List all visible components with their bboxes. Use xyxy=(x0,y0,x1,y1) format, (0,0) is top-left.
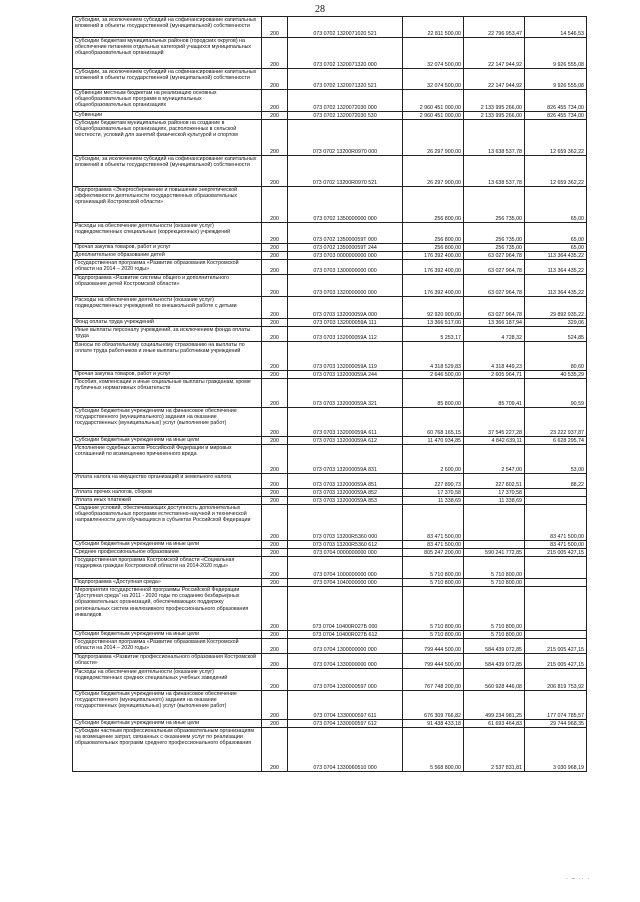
executed-amount xyxy=(464,505,525,541)
executed-amount: 256 735,00 xyxy=(464,223,525,244)
executed-amount: 61 693 464,83 xyxy=(464,720,525,728)
admin-code: 200 xyxy=(262,112,288,120)
budget-code: 073 0702 1320072030 000 xyxy=(288,90,403,112)
budget-code: 073 0703 13200R5360 000 xyxy=(288,505,403,541)
unexecuted-amount: 53,00 xyxy=(525,445,587,474)
admin-code: 200 xyxy=(262,654,288,669)
budget-code: 073 0703 132000059А 119 xyxy=(288,342,403,371)
budget-code: 073 0704 10400R027Б 000 xyxy=(288,587,403,631)
admin-code: 200 xyxy=(262,437,288,445)
executed-amount: 17 370,58 xyxy=(464,489,525,497)
table-row xyxy=(73,557,587,579)
approved-amount: 91 438 433,18 xyxy=(403,720,464,728)
executed-amount: 13 638 537,78 xyxy=(464,156,525,187)
row-name: Расходы на обеспечение деятельности (оказание услуг) подведомственных учреждений по внешкольной работе с детьми xyxy=(73,297,262,319)
unexecuted-amount: 80,60 xyxy=(525,342,587,371)
table-row xyxy=(73,90,587,112)
budget-code: 073 0704 10400R027Б 612 xyxy=(288,631,403,639)
executed-amount: 560 928 446,08 xyxy=(464,669,525,691)
table-row xyxy=(73,654,587,669)
executed-amount: 13 366 187,94 xyxy=(464,319,525,327)
unexecuted-amount: 215 005 427,15 xyxy=(525,639,587,654)
unexecuted-amount: 329,06 xyxy=(525,319,587,327)
executed-amount: 256 735,00 xyxy=(464,187,525,223)
table-row xyxy=(73,244,587,252)
row-name: Субсидии бюджетным учреждениям на иные цели xyxy=(73,720,262,728)
admin-code: 200 xyxy=(262,17,288,38)
budget-code: 073 0704 1330060510 000 xyxy=(288,728,403,772)
admin-code: 200 xyxy=(262,156,288,187)
row-name: Субсидии бюджетным учреждениям на финансовое обеспечение государственного (муниципального) задания на оказание государственных (муниципальных) услуг (выполнение работ) xyxy=(73,691,262,720)
row-name: Уплата налога на имущество организаций и земельного налога xyxy=(73,474,262,489)
admin-code: 200 xyxy=(262,631,288,639)
admin-code: 200 xyxy=(262,489,288,497)
admin-code: 200 xyxy=(262,327,288,342)
budget-code: 073 0703 132000059А 831 xyxy=(288,445,403,474)
table-row xyxy=(73,541,587,549)
unexecuted-amount: 65,00 xyxy=(525,244,587,252)
unexecuted-amount: 83 471 500,00 xyxy=(525,505,587,541)
table-row xyxy=(73,319,587,327)
row-name: Субвенции xyxy=(73,112,262,120)
budget-code: 073 0704 1330000597 611 xyxy=(288,691,403,720)
executed-amount: 4 728,32 xyxy=(464,327,525,342)
executed-amount: 63 027 964,78 xyxy=(464,275,525,297)
row-name: Расходы на обеспечение деятельности (оказание услуг) подведомственных средних специальных учебных заведений xyxy=(73,669,262,691)
table-row xyxy=(73,342,587,371)
admin-code: 200 xyxy=(262,252,288,260)
row-name: Субсидии бюджетам муниципальных районов на создание в общеобразовательных организациях, расположенных в сельской местности, условий для занятий физической культурой и спортом xyxy=(73,120,262,156)
row-name: Подпрограмма «Развитие системы общего и дополнительного образования детей Костромской области» xyxy=(73,275,262,297)
unexecuted-amount: 3 030 968,19 xyxy=(525,728,587,772)
table-row xyxy=(73,187,587,223)
budget-code: 073 0703 13200R5360 612 xyxy=(288,541,403,549)
row-name: Субсидии частным профессиональным образовательным организациям на возмещение затрат, связанных с оказанием услуг по реализации образовательных программ среднего профессионального образования xyxy=(73,728,262,772)
table-row xyxy=(73,120,587,156)
budget-code: 073 0703 132000059А 612 xyxy=(288,437,403,445)
row-name: Исполнение судебных актов Российской Федерации и мировых соглашений по возмещению причиненного вреда xyxy=(73,445,262,474)
executed-amount: 5 710 800,00 xyxy=(464,587,525,631)
budget-code: 073 0704 1330000597 000 xyxy=(288,669,403,691)
admin-code: 200 xyxy=(262,579,288,587)
approved-amount: 2 646 500,00 xyxy=(403,371,464,379)
budget-table xyxy=(72,16,587,772)
approved-amount: 256 800,00 xyxy=(403,223,464,244)
table-row xyxy=(73,691,587,720)
budget-code: 073 0703 132000059А 112 xyxy=(288,327,403,342)
unexecuted-amount: 113 364 435,22 xyxy=(525,260,587,275)
unexecuted-amount: 113 364 435,22 xyxy=(525,275,587,297)
admin-code: 200 xyxy=(262,371,288,379)
unexecuted-amount: 113 364 435,22 xyxy=(525,252,587,260)
approved-amount: 26 297 900,00 xyxy=(403,120,464,156)
admin-code: 200 xyxy=(262,260,288,275)
admin-code: 200 xyxy=(262,497,288,505)
row-name: Субсидии бюджетам муниципальных районов (городских округов) на обеспечение питанием отдельных категорий учащихся муниципальных общеобразовательных организаций xyxy=(73,38,262,69)
unexecuted-amount xyxy=(525,497,587,505)
table-row xyxy=(73,38,587,69)
unexecuted-amount: 23 222 937,87 xyxy=(525,408,587,437)
executed-amount: 63 027 964,78 xyxy=(464,260,525,275)
page-number: 28 xyxy=(315,4,325,15)
unexecuted-amount: 826 455 734,00 xyxy=(525,112,587,120)
approved-amount: 83 471 500,00 xyxy=(403,541,464,549)
budget-code: 073 0702 135000059Т 000 xyxy=(288,223,403,244)
admin-code: 200 xyxy=(262,187,288,223)
executed-amount: 590 241 772,85 xyxy=(464,549,525,557)
approved-amount: 799 444 500,00 xyxy=(403,639,464,654)
approved-amount: 2 960 451 000,00 xyxy=(403,112,464,120)
table-row xyxy=(73,474,587,489)
unexecuted-amount: 6 628 295,74 xyxy=(525,437,587,445)
executed-amount: 63 027 964,78 xyxy=(464,297,525,319)
unexecuted-amount: 14 546,53 xyxy=(525,17,587,38)
row-name: Иные выплаты персоналу учреждений, за исключением фонда оплаты труда xyxy=(73,327,262,342)
budget-code: 073 0702 1320071320 521 xyxy=(288,69,403,90)
executed-amount: 5 710 800,00 xyxy=(464,579,525,587)
table-row xyxy=(73,17,587,38)
table-row xyxy=(73,497,587,505)
table-row xyxy=(73,223,587,244)
row-name: Государственная программа Костромской области «Социальная поддержка граждан Костромской области на 2014-2020 годы» xyxy=(73,557,262,579)
approved-amount: 32 074 500,00 xyxy=(403,38,464,69)
executed-amount: 4 318 449,23 xyxy=(464,342,525,371)
unexecuted-amount: 177 074 785,57 xyxy=(525,691,587,720)
table-row xyxy=(73,408,587,437)
executed-amount: 85 709,41 xyxy=(464,379,525,408)
row-name: Прочая закупка товаров, работ и услуг xyxy=(73,244,262,252)
row-name: Уплата иных платежей xyxy=(73,497,262,505)
executed-amount: 37 545 227,28 xyxy=(464,408,525,437)
budget-code: 073 0702 13200R0970 521 xyxy=(288,156,403,187)
executed-amount xyxy=(464,541,525,549)
row-name: Фонд оплаты труда учреждений xyxy=(73,319,262,327)
approved-amount: 11 338,69 xyxy=(403,497,464,505)
unexecuted-amount: 12 659 362,22 xyxy=(525,120,587,156)
budget-code: 073 0704 1330000000 000 xyxy=(288,654,403,669)
approved-amount: 2 600,00 xyxy=(403,445,464,474)
budget-code: 073 0704 1330000597 612 xyxy=(288,720,403,728)
row-name: Субсидии бюджетным учреждениям на иные цели xyxy=(73,437,262,445)
unexecuted-amount: 9 926 555,08 xyxy=(525,69,587,90)
approved-amount: 11 470 934,85 xyxy=(403,437,464,445)
admin-code: 200 xyxy=(262,691,288,720)
budget-code: 073 0703 0000000000 000 xyxy=(288,252,403,260)
approved-amount: 176 392 400,00 xyxy=(403,252,464,260)
executed-amount: 2 547,00 xyxy=(464,445,525,474)
admin-code: 200 xyxy=(262,639,288,654)
unexecuted-amount xyxy=(525,631,587,639)
approved-amount: 32 074 500,00 xyxy=(403,69,464,90)
table-row xyxy=(73,720,587,728)
approved-amount: 176 392 400,00 xyxy=(403,260,464,275)
unexecuted-amount: 83 471 500,00 xyxy=(525,541,587,549)
budget-code: 073 0704 0000000000 000 xyxy=(288,549,403,557)
approved-amount: 799 444 500,00 xyxy=(403,654,464,669)
table-row xyxy=(73,669,587,691)
table-row xyxy=(73,371,587,379)
row-name: Взносы по обязательному социальному страхованию на выплаты по оплате труда работников и иные выплаты работникам учреждений xyxy=(73,342,262,371)
unexecuted-amount: 524,85 xyxy=(525,327,587,342)
budget-code: 073 0703 132000059А 853 xyxy=(288,497,403,505)
executed-amount: 256 735,00 xyxy=(464,244,525,252)
executed-amount: 499 234 981,25 xyxy=(464,691,525,720)
admin-code: 200 xyxy=(262,505,288,541)
budget-code: 073 0702 1320072030 530 xyxy=(288,112,403,120)
budget-code: 073 0702 13200R0970 000 xyxy=(288,120,403,156)
table-row xyxy=(73,297,587,319)
executed-amount: 5 710 800,00 xyxy=(464,631,525,639)
executed-amount: 2 605 964,71 xyxy=(464,371,525,379)
approved-amount: 176 392 400,00 xyxy=(403,275,464,297)
admin-code: 200 xyxy=(262,223,288,244)
admin-code: 200 xyxy=(262,379,288,408)
approved-amount: 5 710 800,00 xyxy=(403,579,464,587)
unexecuted-amount: 65,00 xyxy=(525,187,587,223)
approved-amount: 22 811 500,00 xyxy=(403,17,464,38)
budget-code: 073 0702 1320071020 521 xyxy=(288,17,403,38)
table-row xyxy=(73,728,587,772)
budget-code: 073 0703 132000059А 851 xyxy=(288,474,403,489)
row-name: Уплата прочих налогов, сборов xyxy=(73,489,262,497)
executed-amount: 4 842 639,11 xyxy=(464,437,525,445)
approved-amount: 5 568 800,00 xyxy=(403,728,464,772)
row-name: Подпрограмма «Развитие профессионального образования Костромской области» xyxy=(73,654,262,669)
admin-code: 200 xyxy=(262,549,288,557)
unexecuted-amount: 12 659 362,22 xyxy=(525,156,587,187)
admin-code: 200 xyxy=(262,669,288,691)
approved-amount: 17 370,58 xyxy=(403,489,464,497)
executed-amount: 2 133 995 266,00 xyxy=(464,90,525,112)
row-name: Субсидии бюджетным учреждениям на финансовое обеспечение государственного (муниципального) задания на оказание государственных (муниципальных) услуг (выполнение работ) xyxy=(73,408,262,437)
admin-code: 200 xyxy=(262,587,288,631)
admin-code: 200 xyxy=(262,557,288,579)
budget-code: 073 0703 1320000000 000 xyxy=(288,275,403,297)
row-name: Субсидии, за исключением субсидий на софинансирование капитальных вложений в объекты государственной (муниципальной) собственности xyxy=(73,156,262,187)
row-name: Субсидии бюджетным учреждениям на иные цели xyxy=(73,631,262,639)
approved-amount: 60 768 165,15 xyxy=(403,408,464,437)
unexecuted-amount: 215 005 427,15 xyxy=(525,549,587,557)
executed-amount: 227 802,51 xyxy=(464,474,525,489)
table-row xyxy=(73,156,587,187)
admin-code: 200 xyxy=(262,120,288,156)
admin-code: 200 xyxy=(262,474,288,489)
unexecuted-amount xyxy=(525,587,587,631)
unexecuted-amount: 29 892 935,22 xyxy=(525,297,587,319)
table-row xyxy=(73,549,587,557)
row-name: Субсидии бюджетным учреждениям на иные цели xyxy=(73,541,262,549)
unexecuted-amount xyxy=(525,557,587,579)
table-row xyxy=(73,69,587,90)
approved-amount: 5 710 800,00 xyxy=(403,587,464,631)
approved-amount: 256 800,00 xyxy=(403,244,464,252)
table-row xyxy=(73,445,587,474)
approved-amount: 767 748 200,00 xyxy=(403,669,464,691)
row-name: Государственная программа «Развитие образования Костромской области на 2014 – 2020 годы» xyxy=(73,260,262,275)
admin-code: 200 xyxy=(262,38,288,69)
table-row xyxy=(73,379,587,408)
admin-code: 200 xyxy=(262,445,288,474)
admin-code: 200 xyxy=(262,319,288,327)
admin-code: 200 xyxy=(262,297,288,319)
table-row xyxy=(73,489,587,497)
approved-amount: 676 309 766,82 xyxy=(403,691,464,720)
table-row xyxy=(73,505,587,541)
budget-code: 073 0703 132000059А 244 xyxy=(288,371,403,379)
budget-code: 073 0702 1350000000 000 xyxy=(288,187,403,223)
approved-amount: 256 800,00 xyxy=(403,187,464,223)
approved-amount: 5 710 800,00 xyxy=(403,631,464,639)
admin-code: 200 xyxy=(262,244,288,252)
budget-code: 073 0703 132000059А 000 xyxy=(288,297,403,319)
unexecuted-amount: 40 535,29 xyxy=(525,371,587,379)
executed-amount: 2 537 831,81 xyxy=(464,728,525,772)
unexecuted-amount xyxy=(525,579,587,587)
unexecuted-amount: 9 926 555,08 xyxy=(525,38,587,69)
executed-amount: 22 147 944,92 xyxy=(464,38,525,69)
row-name: Расходы на обеспечение деятельности (оказание услуг) подведомственных специальных (коррекционных) учреждений xyxy=(73,223,262,244)
table-row xyxy=(73,252,587,260)
budget-code: 073 0702 1320071320 000 xyxy=(288,38,403,69)
budget-code: 073 0703 132000059А 321 xyxy=(288,379,403,408)
table-row xyxy=(73,587,587,631)
unexecuted-amount: 90,59 xyxy=(525,379,587,408)
admin-code: 200 xyxy=(262,728,288,772)
table-row xyxy=(73,579,587,587)
executed-amount: 22 796 953,47 xyxy=(464,17,525,38)
table-row xyxy=(73,639,587,654)
row-name: Прочая закупка товаров, работ и услуг xyxy=(73,371,262,379)
approved-amount: 83 471 500,00 xyxy=(403,505,464,541)
budget-code: 073 0703 1300000000 000 xyxy=(288,260,403,275)
row-name: Субвенции местным бюджетам на реализацию основных общеобразовательных программ в муниципальных общеобразовательных организациях xyxy=(73,90,262,112)
row-name: Подпрограмма «Доступная среда» xyxy=(73,579,262,587)
unexecuted-amount: 826 455 734,00 xyxy=(525,90,587,112)
approved-amount: 5 710 800,00 xyxy=(403,557,464,579)
approved-amount: 85 800,00 xyxy=(403,379,464,408)
approved-amount: 805 247 200,00 xyxy=(403,549,464,557)
scan-mark: · – ·· · xyxy=(566,876,591,882)
row-name: Пособия, компенсации и иные социальные выплаты гражданам, кроме публичных нормативных обязательств xyxy=(73,379,262,408)
executed-amount: 584 439 072,85 xyxy=(464,654,525,669)
executed-amount: 11 338,69 xyxy=(464,497,525,505)
admin-code: 200 xyxy=(262,90,288,112)
unexecuted-amount xyxy=(525,489,587,497)
budget-code: 073 0703 132000059А 111 xyxy=(288,319,403,327)
table-row xyxy=(73,275,587,297)
unexecuted-amount: 65,00 xyxy=(525,223,587,244)
executed-amount: 22 147 944,92 xyxy=(464,69,525,90)
table-row xyxy=(73,631,587,639)
table-row xyxy=(73,437,587,445)
approved-amount: 4 318 529,83 xyxy=(403,342,464,371)
row-name: Дополнительное образование детей xyxy=(73,252,262,260)
budget-code: 073 0704 1300000000 000 xyxy=(288,639,403,654)
approved-amount: 26 297 900,00 xyxy=(403,156,464,187)
unexecuted-amount: 88,22 xyxy=(525,474,587,489)
budget-code: 073 0703 132000059А 852 xyxy=(288,489,403,497)
admin-code: 200 xyxy=(262,342,288,371)
table-row xyxy=(73,327,587,342)
admin-code: 200 xyxy=(262,69,288,90)
budget-code: 073 0702 135000059Т 244 xyxy=(288,244,403,252)
row-name: Субсидии, за исключением субсидий на софинансирование капитальных вложений в объекты государственной (муниципальной) собственности xyxy=(73,69,262,90)
budget-code: 073 0704 1000000000 000 xyxy=(288,557,403,579)
row-name: Подпрограмма «Энергосбережение и повышение энергетической эффективности деятельности государственных образовательных организаций Костромской области» xyxy=(73,187,262,223)
unexecuted-amount: 215 005 427,15 xyxy=(525,654,587,669)
row-name: Создание условий, обеспечивающих доступность дополнительных общеобразовательных программ естественно-научной и технической направленности для обучающихся в субъектах Российской Федерации xyxy=(73,505,262,541)
admin-code: 200 xyxy=(262,408,288,437)
approved-amount: 2 960 451 000,00 xyxy=(403,90,464,112)
admin-code: 200 xyxy=(262,275,288,297)
budget-code: 073 0703 132000059А 611 xyxy=(288,408,403,437)
row-name: Субсидии, за исключением субсидий на софинансирование капитальных вложений в объекты государственной (муниципальной) собственности xyxy=(73,17,262,38)
approved-amount: 92 920 900,00 xyxy=(403,297,464,319)
admin-code: 200 xyxy=(262,541,288,549)
row-name: Мероприятия государственной программы Российской Федерации "Доступная среда" на 2011 - 2020 годы по созданию безбарьерных образовательных организаций, обеспечивающих поддержку региональных систем инклюзивного профессионального образования инвалидов xyxy=(73,587,262,631)
admin-code: 200 xyxy=(262,720,288,728)
unexecuted-amount: 29 744 968,35 xyxy=(525,720,587,728)
row-name: Среднее профессиональное образование xyxy=(73,549,262,557)
unexecuted-amount: 206 819 753,92 xyxy=(525,669,587,691)
approved-amount: 5 253,17 xyxy=(403,327,464,342)
executed-amount: 63 027 964,78 xyxy=(464,252,525,260)
executed-amount: 5 710 800,00 xyxy=(464,557,525,579)
approved-amount: 227 890,73 xyxy=(403,474,464,489)
budget-code: 073 0704 1040000000 000 xyxy=(288,579,403,587)
row-name: Государственная программа «Развитие образования Костромской области на 2014 – 2020 годы» xyxy=(73,639,262,654)
executed-amount: 2 133 995 266,00 xyxy=(464,112,525,120)
approved-amount: 13 366 517,00 xyxy=(403,319,464,327)
table-row xyxy=(73,112,587,120)
executed-amount: 13 638 537,78 xyxy=(464,120,525,156)
executed-amount: 584 439 072,85 xyxy=(464,639,525,654)
table-row xyxy=(73,260,587,275)
